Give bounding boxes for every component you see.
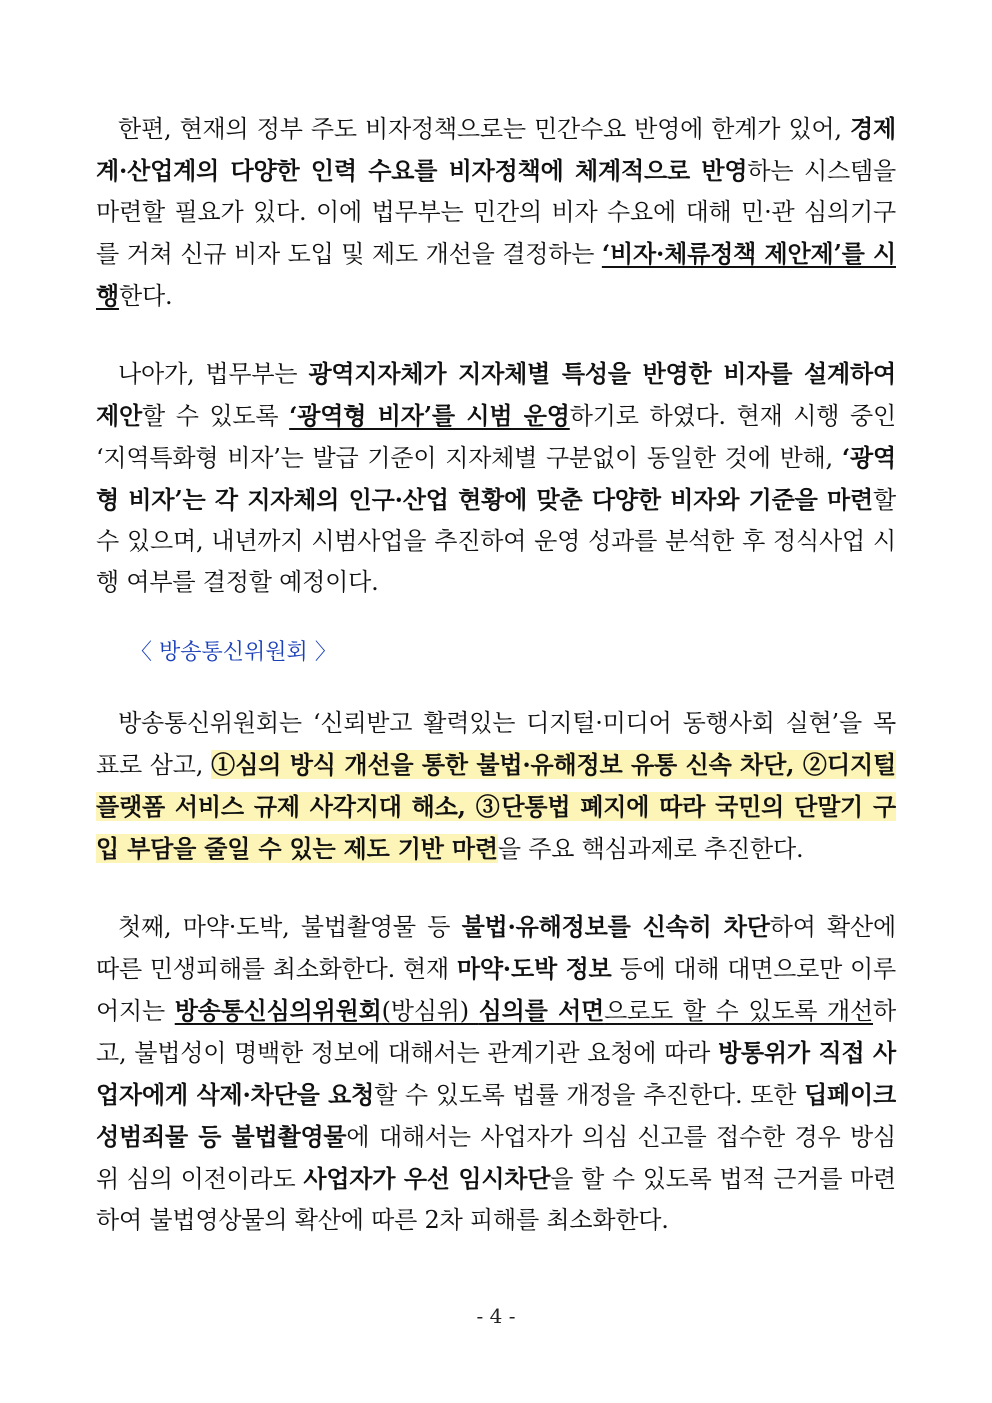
bold-text: 사업자가 우선 임시차단 [303, 1164, 551, 1193]
text-run: 할 수 있으며, 내년까지 시범사업을 추진하여 운영 성과를 분석한 후 정식사업 시행 여부를 결정할 예정이다. [96, 486, 896, 596]
spacer [96, 317, 896, 353]
paragraph-regional-visa [96, 353, 896, 603]
page-content [96, 108, 896, 1241]
bold-text: 경제계·산업계의 다양한 인력 수요를 비자정책에 체계적으로 반영 [96, 114, 896, 185]
spacer [96, 870, 896, 906]
text-run: 할 수 있도록 [141, 402, 290, 430]
paragraph-visa-proposal [96, 108, 896, 317]
section-heading: 〈 방송통신위원회 〉 [130, 640, 337, 665]
bold-underline-text: ‘광역형 비자’를 시범 운영 [289, 401, 570, 430]
text-run: 하는 시스템을 마련할 필요가 있다. 이에 법무부는 민간의 비자 수요에 대해 민·관 심의기구를 거쳐 신규 비자 도입 및 제도 개선을 결정하는 [96, 157, 896, 268]
text-run: 하고, 불법성이 명백한 정보에 대해서는 관계기관 요청에 따라 [96, 997, 896, 1067]
bold-text: 광역지자체가 지자체별 특성을 반영한 비자를 설계하여 제안 [96, 359, 896, 430]
text-run: 첫째, 마약·도박, 불법촬영물 등 [118, 913, 462, 941]
paragraph-kcc-goals [96, 703, 896, 870]
text-run: 방송통신위원회는 ‘신뢰받고 활력있는 디지털·미디어 동행사회 실현’을 목표로 삼고, [96, 709, 896, 779]
bold-text: ‘광역형 비자’는 각 지자체의 인구·산업 현황에 맞춘 다양한 비자와 기준을 마련 [96, 443, 896, 514]
page-number: - 4 - [476, 1304, 516, 1328]
text-run: 하여 확산에 따른 민생피해를 최소화한다. 현재 [96, 913, 897, 983]
bold-text: 불법·유해정보를 신속히 차단 [461, 912, 770, 941]
bold-underline-text: ‘비자·체류정책 제안제’를 시행 [96, 239, 896, 310]
spacer [96, 673, 896, 703]
text-run: 한편, 현재의 정부 주도 비자정책으로는 민간수요 반영에 한계가 있어, [118, 115, 851, 143]
text-run: 할 수 있도록 법률 개정을 추진한다. 또한 [374, 1081, 805, 1109]
text-run: 을 주요 핵심과제로 추진한다. [497, 835, 804, 863]
text-run: 하기로 하였다. 현재 시행 중인 ‘지역특화형 비자’는 발급 기준이 지자체별 구분없이 동일한 것에 반해, [96, 402, 896, 472]
bold-underline-text: 방송통신심의위원회 [174, 996, 382, 1025]
text-run: 에 대해서는 사업자가 의심 신고를 접수한 경우 방심위 심의 이전이라도 [96, 1123, 896, 1193]
text-run: 을 할 수 있도록 법적 근거를 마련하여 불법영상물의 확산에 따른 2차 피해를 최소화한다. [96, 1165, 896, 1234]
text-run: 나아가, 법무부는 [118, 360, 309, 388]
text-run: 한다. [118, 282, 173, 310]
paragraph-illegal-info [96, 906, 896, 1241]
underline-text: 으로도 할 수 있도록 개선 [604, 997, 874, 1025]
highlighted-text: ①심의 방식 개선을 통한 불법·유해정보 유통 신속 차단, ②디지털 플랫폼 서비스 규제 사각지대 해소, ③단통법 폐지에 따라 국민의 단말기 구입 부담을 줄일 수 있는 제도 기반 마련 [96, 750, 896, 863]
text-run: 등에 대해 대면으로만 이루어지는 [96, 955, 897, 1025]
bold-text: 딥페이크 성범죄물 등 불법촬영물 [96, 1080, 896, 1151]
spacer [96, 603, 896, 633]
bold-text: 방통위가 직접 사업자에게 삭제·차단을 요청 [96, 1038, 896, 1109]
underline-text: (방심위) [381, 997, 479, 1025]
bold-text: 마약·도박 정보 [456, 954, 612, 983]
bold-underline-text: 심의를 서면 [478, 996, 605, 1025]
